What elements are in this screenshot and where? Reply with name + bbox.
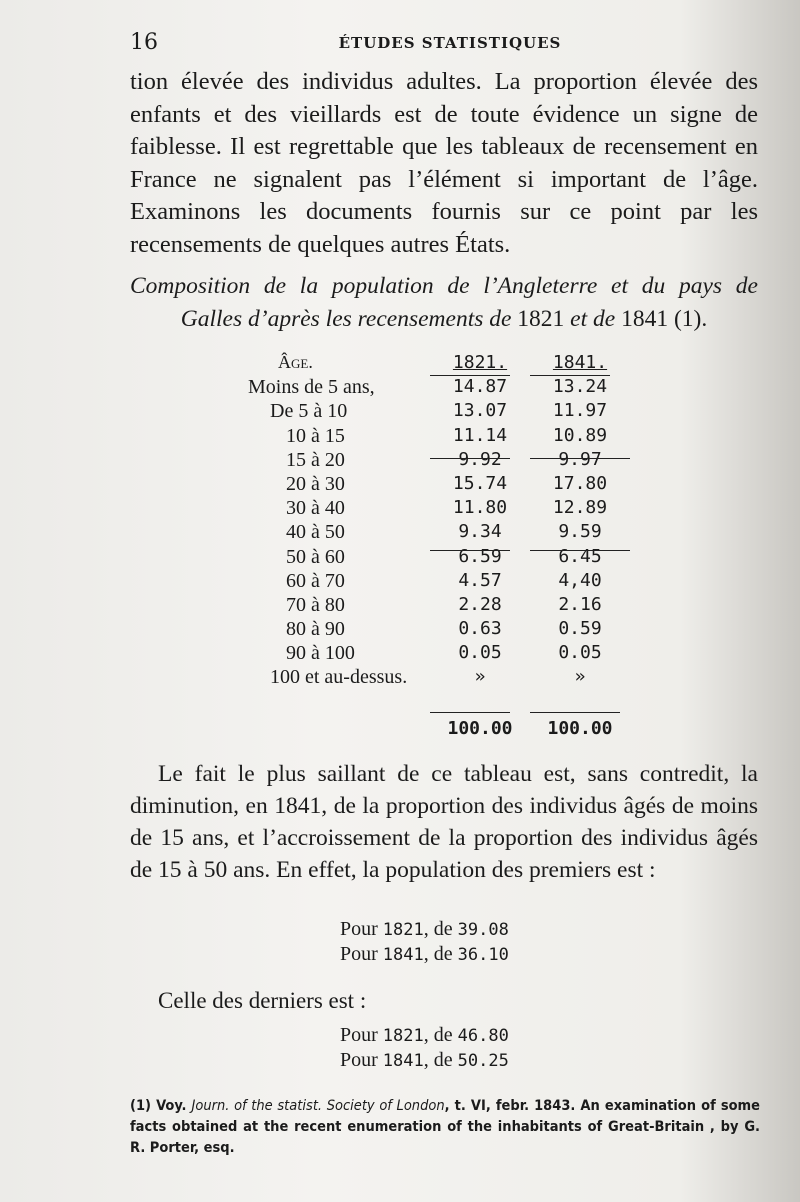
row-value-1841: 9.97	[558, 448, 602, 470]
row-value-1841: 17.80	[552, 472, 608, 494]
rule-50-1841	[530, 550, 630, 551]
caption-text-b: et de	[564, 306, 622, 332]
caption-year-1841: 1841	[621, 306, 669, 332]
header-1821: 1821.	[452, 352, 508, 373]
sg2-sep: , de	[423, 1049, 458, 1071]
sg1-sep: , de	[423, 1024, 458, 1046]
header-age: Âge.	[278, 352, 313, 372]
row-value-1841: 10.89	[552, 424, 608, 446]
sg1-prefix: Pour	[340, 1024, 383, 1046]
sg2-value: 50.25	[457, 1051, 509, 1071]
first-group-line-1	[340, 918, 509, 941]
table-row	[240, 570, 660, 594]
row-value-1821: 11.14	[452, 424, 508, 446]
rule-total-1821	[430, 712, 510, 713]
first-group-line-2	[340, 943, 509, 966]
row-value-1841: 0.05	[558, 642, 602, 664]
row-value-1841: 0.59	[558, 618, 602, 640]
row-value-1821: 14.87	[452, 376, 508, 398]
row-age: 40 à 50	[286, 521, 345, 544]
table-caption	[130, 270, 758, 336]
row-value-1821: 13.07	[452, 400, 508, 422]
table-header-row	[240, 352, 660, 376]
footnote	[130, 1096, 760, 1159]
fg1-prefix: Pour	[340, 918, 383, 940]
footnote-journal: Journ. of the statist. Society of London	[191, 1098, 445, 1114]
rule-50-1821	[430, 550, 510, 551]
row-value-1841: 2.16	[558, 593, 602, 615]
row-value-1821: 0.63	[458, 618, 502, 640]
total-1821: 100.00	[447, 718, 513, 739]
row-age: 15 à 20	[286, 448, 345, 471]
caption-text-a: Galles d’après les recensements de	[180, 306, 518, 332]
rule-header-1841	[530, 375, 610, 376]
fg1-year: 1821	[382, 920, 424, 940]
row-age: 70 à 80	[286, 593, 345, 616]
table-row	[240, 594, 660, 618]
caption-year-1821: 1821	[517, 306, 565, 332]
sg1-value: 46.80	[457, 1026, 509, 1046]
row-value-1821: 15.74	[452, 472, 508, 494]
table-row	[240, 400, 660, 424]
running-head	[130, 30, 770, 60]
second-group-line-2	[340, 1049, 509, 1072]
row-value-1821: 0.05	[458, 642, 502, 664]
table-row	[240, 473, 660, 497]
second-group-line-1	[340, 1024, 509, 1047]
row-age: 50 à 60	[286, 545, 345, 568]
sg2-prefix: Pour	[340, 1049, 383, 1071]
paragraph-intro: tion élevée des individus adultes. La proportion élevée des enfants et des vieillards est de toute évidence un signe de faiblesse. Il est regrettable que les tableaux de recensement en France ne signalent pas l’élément si important de l’âge. Examinons les documents fournis sur ce point par les recensements de quelques autres États.	[130, 68, 758, 258]
row-age: 30 à 40	[286, 497, 345, 520]
row-value-1841: 6.45	[558, 545, 602, 567]
row-age: De 5 à 10	[270, 400, 348, 423]
fg2-sep: , de	[423, 943, 458, 965]
table-row	[240, 497, 660, 521]
fg1-sep: , de	[423, 918, 458, 940]
row-value-1821: 11.80	[452, 497, 508, 519]
caption-line-1: Composition de la population de l’Angleterre et du pays de	[130, 273, 758, 299]
row-value-1841: 12.89	[552, 497, 608, 519]
row-value-1821: 9.34	[458, 521, 502, 543]
rule-15-1821	[430, 458, 510, 459]
table-row	[240, 376, 660, 400]
table-row	[240, 521, 660, 545]
row-value-1821: 9.92	[458, 448, 502, 470]
table-row	[240, 449, 660, 473]
table-totals-row	[240, 718, 660, 742]
population-table	[240, 352, 660, 691]
sg1-year: 1821	[382, 1026, 424, 1046]
second-group-label: Celle des derniers est :	[158, 988, 367, 1013]
row-value-1841: 13.24	[552, 376, 608, 398]
paragraph-analysis: Le fait le plus saillant de ce tableau est, sans contredit, la diminution, en 1841, de la proportion des individus âgés de moins de 15 ans, et l’accroissement de la proportion des individus âgés de 15 à 50 ans. En effet, la population des premiers est :	[130, 761, 758, 883]
table-row	[240, 666, 660, 690]
footnote-mark: (1) Voy.	[130, 1098, 192, 1114]
row-value-1821: »	[474, 666, 486, 688]
page-number: 16	[130, 30, 158, 55]
total-1841: 100.00	[547, 718, 613, 739]
row-value-1821: 6.59	[458, 545, 502, 567]
row-age: 80 à 90	[286, 618, 345, 641]
row-value-1841: 11.97	[552, 400, 608, 422]
row-value-1841: 9.59	[558, 521, 602, 543]
footnote-rest: , t. VI, febr. 1843. An examination of some facts obtained at the recent enumeration of the inhabitants of Great-Britain , by G. R. Porter, esq.	[130, 1098, 760, 1156]
caption-line-2	[130, 303, 758, 336]
table-row	[240, 618, 660, 642]
header-1841: 1841.	[552, 352, 608, 373]
sg2-year: 1841	[382, 1051, 424, 1071]
row-age: 60 à 70	[286, 569, 345, 592]
table-row	[240, 425, 660, 449]
row-value-1841: 4,40	[558, 569, 602, 591]
row-value-1821: 2.28	[458, 593, 502, 615]
fg2-prefix: Pour	[340, 943, 383, 965]
rule-15-1841	[530, 458, 630, 459]
row-age: 100 et au-dessus.	[270, 666, 408, 689]
row-age: 20 à 30	[286, 472, 345, 495]
fg2-year: 1841	[382, 945, 424, 965]
caption-note-ref: (1).	[668, 306, 708, 332]
row-age: Moins de 5 ans,	[248, 376, 375, 399]
rule-total-1841	[530, 712, 620, 713]
rule-header-1821	[430, 375, 510, 376]
row-value-1841: »	[574, 666, 586, 688]
row-age: 10 à 15	[286, 424, 345, 447]
row-age: 90 à 100	[286, 642, 355, 665]
fg2-value: 36.10	[457, 945, 509, 965]
table-row	[240, 642, 660, 666]
running-title: ÉTUDES STATISTIQUES	[338, 34, 562, 52]
row-value-1821: 4.57	[458, 569, 502, 591]
fg1-value: 39.08	[457, 920, 509, 940]
